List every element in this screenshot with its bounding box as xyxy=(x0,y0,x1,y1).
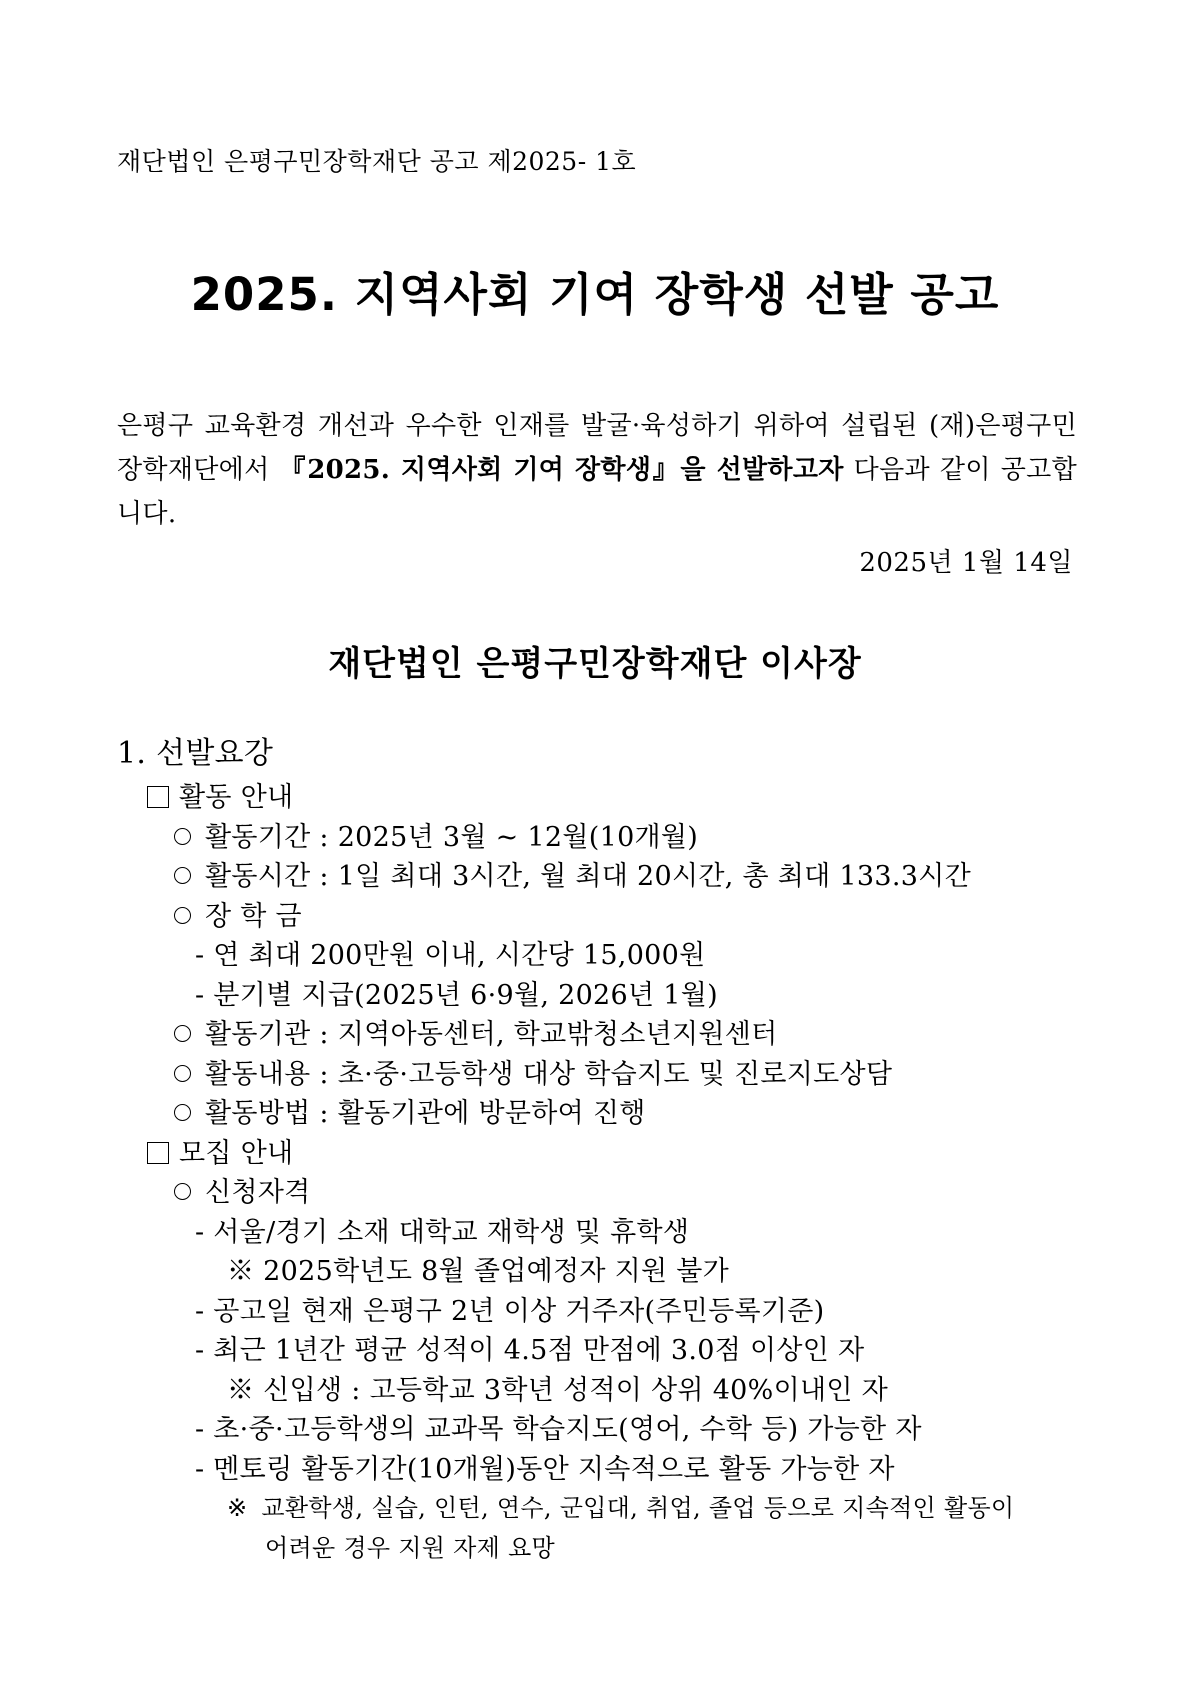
intro-text-2: 다음과 같이 공고합니다. xyxy=(117,455,1078,529)
circle-bullet-icon xyxy=(174,1183,191,1200)
document-title: 2025. 지역사회 기여 장학생 선발 공고 xyxy=(190,268,1000,321)
item-period-text: 활동기간 : 2025년 3월 ~ 12월(10개월) xyxy=(205,821,699,853)
scholarship-detail: - 연 최대 200만원 이내, 시간당 15,000원 xyxy=(195,940,706,971)
signature: 재단법인 은평구민장학재단 이사장 xyxy=(328,644,862,684)
section-heading: 1. 선발요강 xyxy=(117,736,274,771)
item-method xyxy=(117,1094,1097,1134)
intro-text-1: 은평구 교육환경 개선과 우수한 인재를 발굴·육성하기 위하여 설립된 (재)은평구민장학재단에서 xyxy=(117,411,1077,485)
eligibility-item: - 멘토링 활동기간(10개월)동안 지속적으로 활동 가능한 자 xyxy=(195,1453,895,1485)
item-content xyxy=(117,1055,1097,1095)
eligibility-note xyxy=(117,1489,1097,1529)
scholarship-detail: - 분기별 지급(2025년 6·9월, 2026년 1월) xyxy=(195,979,718,1011)
subsection-activity-heading: 활동 안내 xyxy=(179,782,294,813)
item-institution-text: 활동기관 : 지역아동센터, 학교밖청소년지원센터 xyxy=(205,1019,778,1050)
note-mark: ※ xyxy=(227,1494,248,1522)
item-eligibility xyxy=(117,1173,1097,1213)
circle-bullet-icon xyxy=(174,1025,191,1042)
square-bullet-icon xyxy=(147,786,169,808)
item-scholarship-text: 장 학 금 xyxy=(205,900,302,932)
eligibility-item: - 초·중·고등학생의 교과목 학습지도(영어, 수학 등) 가능한 자 xyxy=(195,1414,922,1445)
square-bullet-icon xyxy=(147,1142,169,1164)
circle-bullet-icon xyxy=(174,1065,191,1082)
announcement-date: 2025년 1월 14일 xyxy=(859,548,1073,578)
item-period xyxy=(117,818,1097,858)
intro-emphasis: 『2025. 지역사회 기여 장학생』을 선발하고자 xyxy=(279,455,844,485)
announcement-reference: 재단법인 은평구민장학재단 공고 제2025- 1호 xyxy=(117,147,637,176)
section-selection-guidelines xyxy=(117,730,1097,1568)
item-eligibility-text: 신청자격 xyxy=(205,1177,311,1208)
item-institution xyxy=(117,1015,1097,1055)
eligibility-item: - 최근 1년간 평균 성적이 4.5점 만점에 3.0점 이상인 자 xyxy=(195,1335,865,1366)
eligibility-note-text: 교환학생, 실습, 인턴, 연수, 군입대, 취업, 졸업 등으로 지속적인 활동이 xyxy=(261,1494,1015,1522)
intro-paragraph xyxy=(117,404,1077,536)
subsection-recruit-heading: 모집 안내 xyxy=(179,1137,294,1169)
item-method-text: 활동방법 : 활동기관에 방문하여 진행 xyxy=(205,1098,646,1129)
item-hours-text: 활동시간 : 1일 최대 3시간, 월 최대 20시간, 총 최대 133.3시간 xyxy=(205,861,971,892)
circle-bullet-icon xyxy=(174,907,191,924)
subsection-activity xyxy=(117,778,1097,818)
item-hours xyxy=(117,857,1097,897)
item-scholarship xyxy=(117,897,1097,937)
circle-bullet-icon xyxy=(174,867,191,884)
circle-bullet-icon xyxy=(174,828,191,845)
eligibility-item: - 공고일 현재 은평구 2년 이상 거주자(주민등록기준) xyxy=(195,1295,825,1327)
eligibility-note: ※ 2025학년도 8월 졸업예정자 지원 불가 xyxy=(227,1256,730,1287)
circle-bullet-icon xyxy=(174,1104,191,1121)
subsection-recruit xyxy=(117,1134,1097,1174)
eligibility-note-continued: 어려운 경우 지원 자제 요망 xyxy=(265,1533,556,1562)
item-content-text: 활동내용 : 초·중·고등학생 대상 학습지도 및 진로지도상담 xyxy=(205,1058,893,1090)
eligibility-note: ※ 신입생 : 고등학교 3학년 성적이 상위 40%이내인 자 xyxy=(227,1374,889,1406)
eligibility-item: - 서울/경기 소재 대학교 재학생 및 휴학생 xyxy=(195,1216,690,1248)
